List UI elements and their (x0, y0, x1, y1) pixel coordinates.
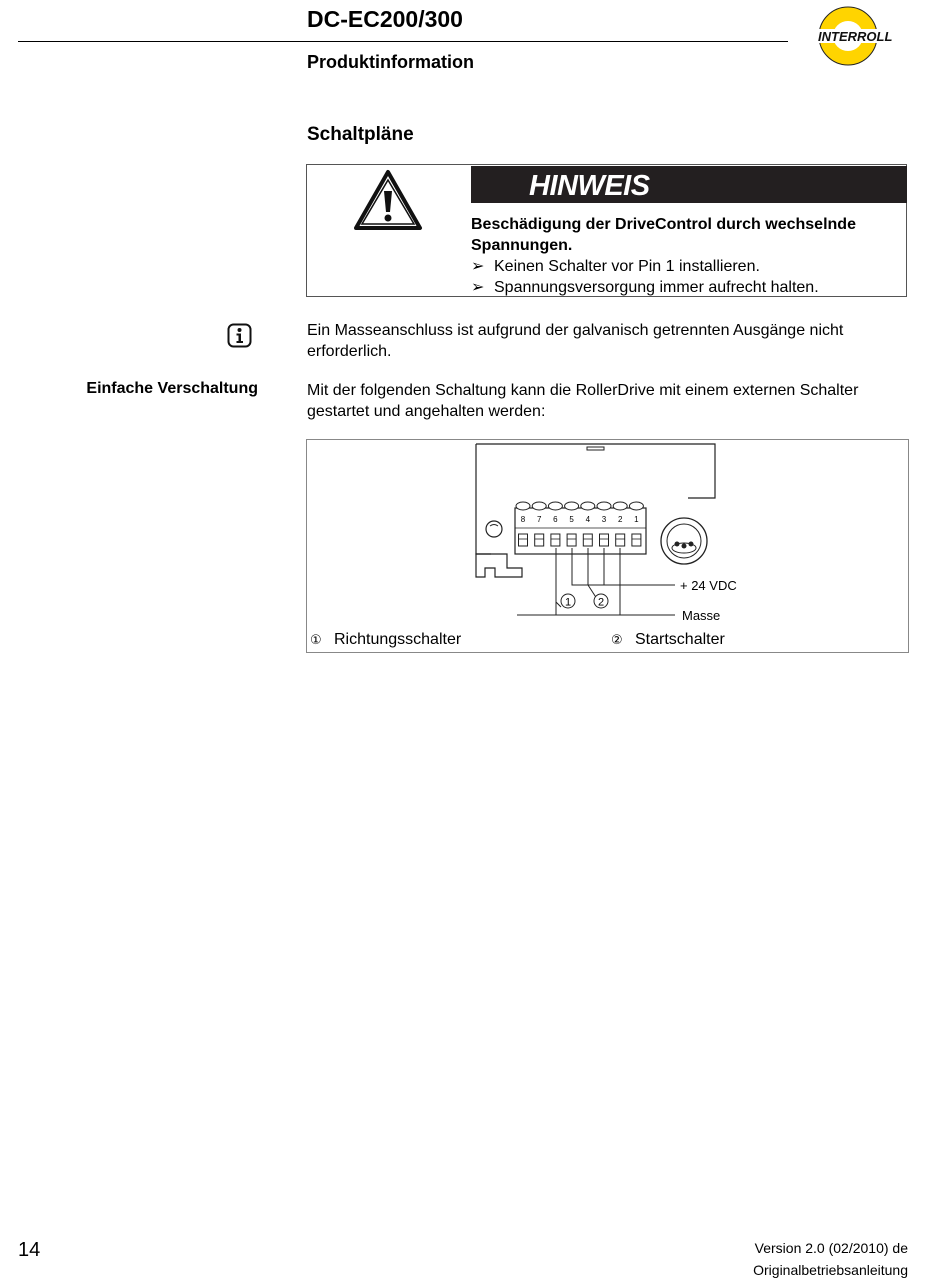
info-icon (227, 323, 252, 348)
caption-marker: ② (611, 633, 623, 648)
terminal-slot (583, 534, 592, 546)
interroll-logo (816, 4, 912, 68)
warning-triangle-icon (353, 169, 423, 231)
section-title: Schaltpläne (307, 124, 414, 145)
notice-header (471, 166, 907, 203)
terminal-slot (632, 534, 641, 546)
terminal-slot (616, 534, 625, 546)
ground-label: Masse (682, 608, 721, 623)
connector-plug (661, 518, 707, 564)
bullet-arrow-icon: ➢ (471, 258, 485, 275)
terminal-slot (600, 534, 609, 546)
info-text: Ein Masseanschluss ist aufgrund der galvanisch getrennten Ausgänge nicht erforderlich. (307, 322, 844, 360)
caption-label: Richtungsschalter (334, 631, 462, 648)
terminal-slot (519, 534, 528, 546)
terminal-screw-cap (613, 502, 627, 510)
pin-number: 1 (634, 515, 639, 524)
callout-number: 1 (564, 596, 572, 609)
pin-number: 5 (569, 515, 574, 524)
sidebar-label: Einfache Verschaltung (86, 380, 258, 397)
terminal-screw-cap (516, 502, 530, 510)
pin-number: 8 (520, 515, 526, 524)
terminal-slot (551, 534, 560, 546)
version-text: Version 2.0 (02/2010) de (754, 1240, 908, 1256)
terminal-screw-cap (565, 502, 579, 510)
document-title: DC-EC200/300 (307, 6, 463, 32)
pin-number: 3 (601, 515, 607, 524)
pin-number: 2 (617, 515, 623, 524)
document-subtitle: Produktinformation (307, 52, 474, 72)
notice-item-text: Keinen Schalter vor Pin 1 installieren. (494, 258, 760, 275)
notice-label: HINWEIS (529, 170, 650, 202)
caption-label: Startschalter (635, 631, 725, 648)
terminal-block (515, 502, 646, 554)
notice-item (471, 277, 819, 298)
terminal-screw-cap (548, 502, 562, 510)
notice-item-text: Spannungsversorgung immer aufrecht halten. (494, 279, 819, 296)
page-number: 14 (18, 1239, 41, 1261)
manual-type: Originalbetriebsanleitung (753, 1262, 908, 1278)
pin-number: 4 (585, 515, 591, 524)
callout-number: 2 (597, 596, 605, 609)
intro-text: Mit der folgenden Schaltung kann die RollerDrive mit einem externen Schalter gestartet und angehalten werden: (307, 382, 859, 420)
header-rule (18, 41, 788, 42)
supply-label: + 24 VDC (680, 578, 737, 593)
notice-box (306, 164, 907, 297)
callout-2 (594, 594, 608, 609)
terminal-slot (567, 534, 576, 546)
bullet-arrow-icon: ➢ (471, 279, 485, 296)
wiring-diagram (306, 439, 909, 653)
pin-number: 6 (553, 515, 558, 524)
terminal-slot (535, 534, 544, 546)
terminal-screw-cap (597, 502, 611, 510)
pin-number: 7 (536, 515, 542, 524)
terminal-screw-cap (629, 502, 643, 510)
notice-item (471, 256, 760, 277)
wiring-diagram-drawing (307, 440, 908, 652)
terminal-screw-cap (581, 502, 595, 510)
logo-text: INTERROLL (818, 29, 893, 44)
caption-marker: ① (310, 633, 322, 648)
notice-heading: Beschädigung der DriveControl durch wechselnde Spannungen. (471, 216, 856, 254)
terminal-screw-cap (532, 502, 546, 510)
callout-1 (561, 594, 575, 609)
